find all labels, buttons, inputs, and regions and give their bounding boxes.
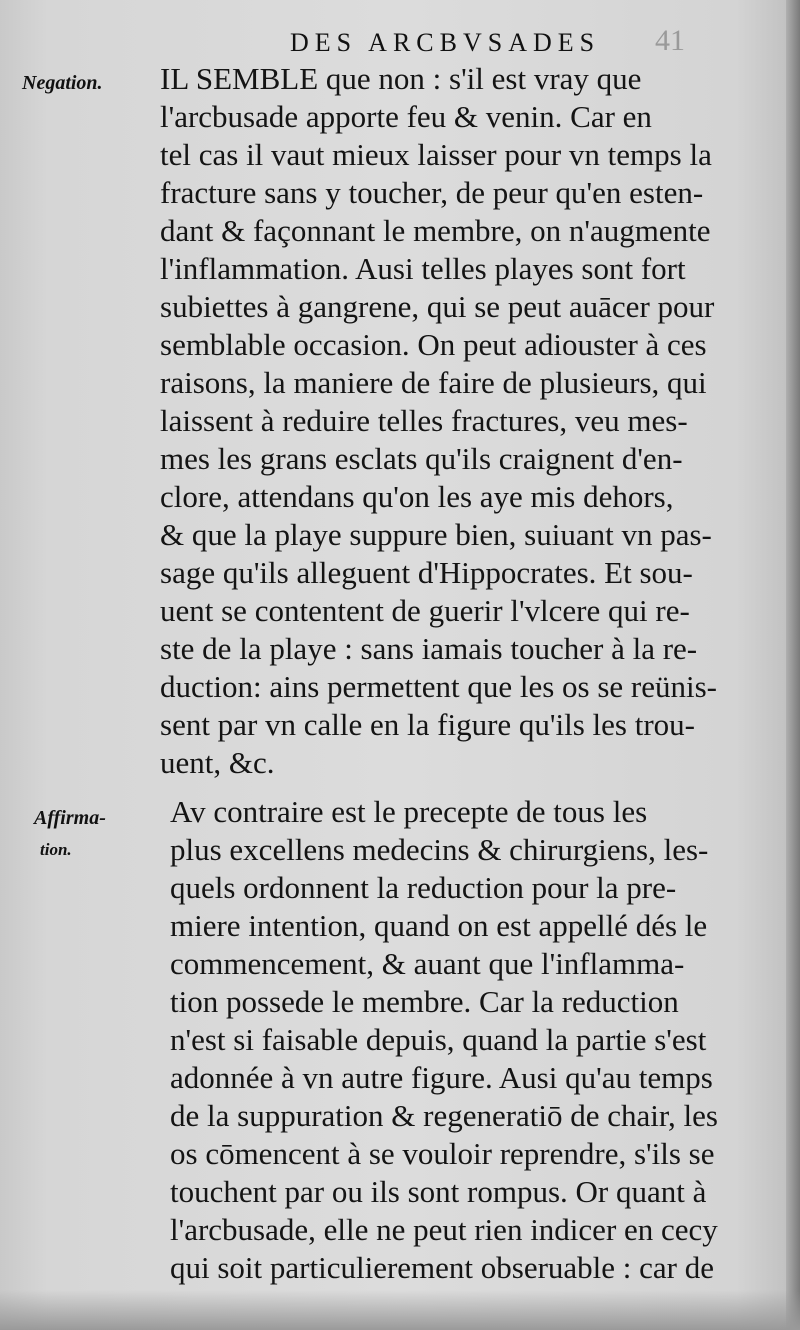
margin-note-affirmation-2: tion. bbox=[40, 840, 72, 859]
text-line: quels ordonnent la reduction pour la pre- bbox=[170, 870, 677, 905]
text-line: os cōmencent à se vouloir reprendre, s'ils se bbox=[170, 1136, 715, 1171]
text-line: adonnée à vn autre figure. Ausi qu'au temps bbox=[170, 1060, 713, 1095]
text-line: tel cas il vaut mieux laisser pour vn temps la bbox=[160, 137, 712, 172]
text-line: commencement, & auant que l'inflamma- bbox=[170, 946, 685, 981]
text-line: de la suppuration & regeneratiō de chair, les bbox=[170, 1098, 718, 1133]
text-line: miere intention, quand on est appellé dés le bbox=[170, 908, 708, 943]
text-line: Av contraire est le precepte de tous les bbox=[170, 794, 648, 829]
text-line: qui soit particulierement obseruable : car de bbox=[170, 1250, 715, 1285]
text-line: l'arcbusade, elle ne peut rien indicer en cecy bbox=[170, 1212, 718, 1247]
text-line: subiettes à gangrene, qui se peut auācer pour bbox=[160, 289, 715, 324]
text-line: l'arcbusade apporte feu & venin. Car en bbox=[160, 99, 652, 134]
margin-note-negation: Negation. bbox=[22, 72, 103, 94]
text-line: tion possede le membre. Car la reduction bbox=[170, 984, 679, 1019]
text-line: laissent à reduire telles fractures, veu mes- bbox=[160, 403, 688, 438]
text-line: plus excellens medecins & chirurgiens, les- bbox=[170, 832, 709, 867]
text-line: ste de la playe : sans iamais toucher à la re- bbox=[160, 631, 698, 666]
text-line: sent par vn calle en la figure qu'ils les trou- bbox=[160, 707, 695, 742]
text-line: IL SEMBLE que non : s'il est vray que bbox=[160, 61, 642, 96]
text-line: & que la playe suppure bien, suiuant vn pas- bbox=[160, 517, 712, 552]
page-bottom-shadow bbox=[0, 1290, 800, 1330]
text-line: duction: ains permettent que les os se reünis- bbox=[160, 669, 718, 704]
text-line: n'est si faisable depuis, quand la partie s'est bbox=[170, 1022, 707, 1057]
text-line: clore, attendans qu'on les aye mis dehors, bbox=[160, 479, 674, 514]
margin-note-affirmation-1: Affirma- bbox=[34, 807, 106, 829]
text-line: sage qu'ils alleguent d'Hippocrates. Et sou- bbox=[160, 555, 693, 590]
text-line: l'inflammation. Ausi telles playes sont fort bbox=[160, 251, 686, 286]
text-line: semblable occasion. On peut adiouster à ces bbox=[160, 327, 707, 362]
page-number: 41 bbox=[655, 24, 685, 57]
page-edge-shadow bbox=[786, 0, 800, 1330]
text-line: fracture sans y toucher, de peur qu'en esten- bbox=[160, 175, 704, 210]
text-line: touchent par ou ils sont rompus. Or quant à bbox=[170, 1174, 707, 1209]
text-line: raisons, la maniere de faire de plusieurs, qui bbox=[160, 365, 707, 400]
text-line: uent se contentent de guerir l'vlcere qui re- bbox=[160, 593, 690, 628]
text-line: uent, &c. bbox=[160, 745, 275, 780]
running-title: DES ARCBVSADES bbox=[290, 28, 601, 57]
text-line: mes les grans esclats qu'ils craignent d'en- bbox=[160, 441, 683, 476]
text-line: dant & façonnant le membre, on n'augmente bbox=[160, 213, 711, 248]
